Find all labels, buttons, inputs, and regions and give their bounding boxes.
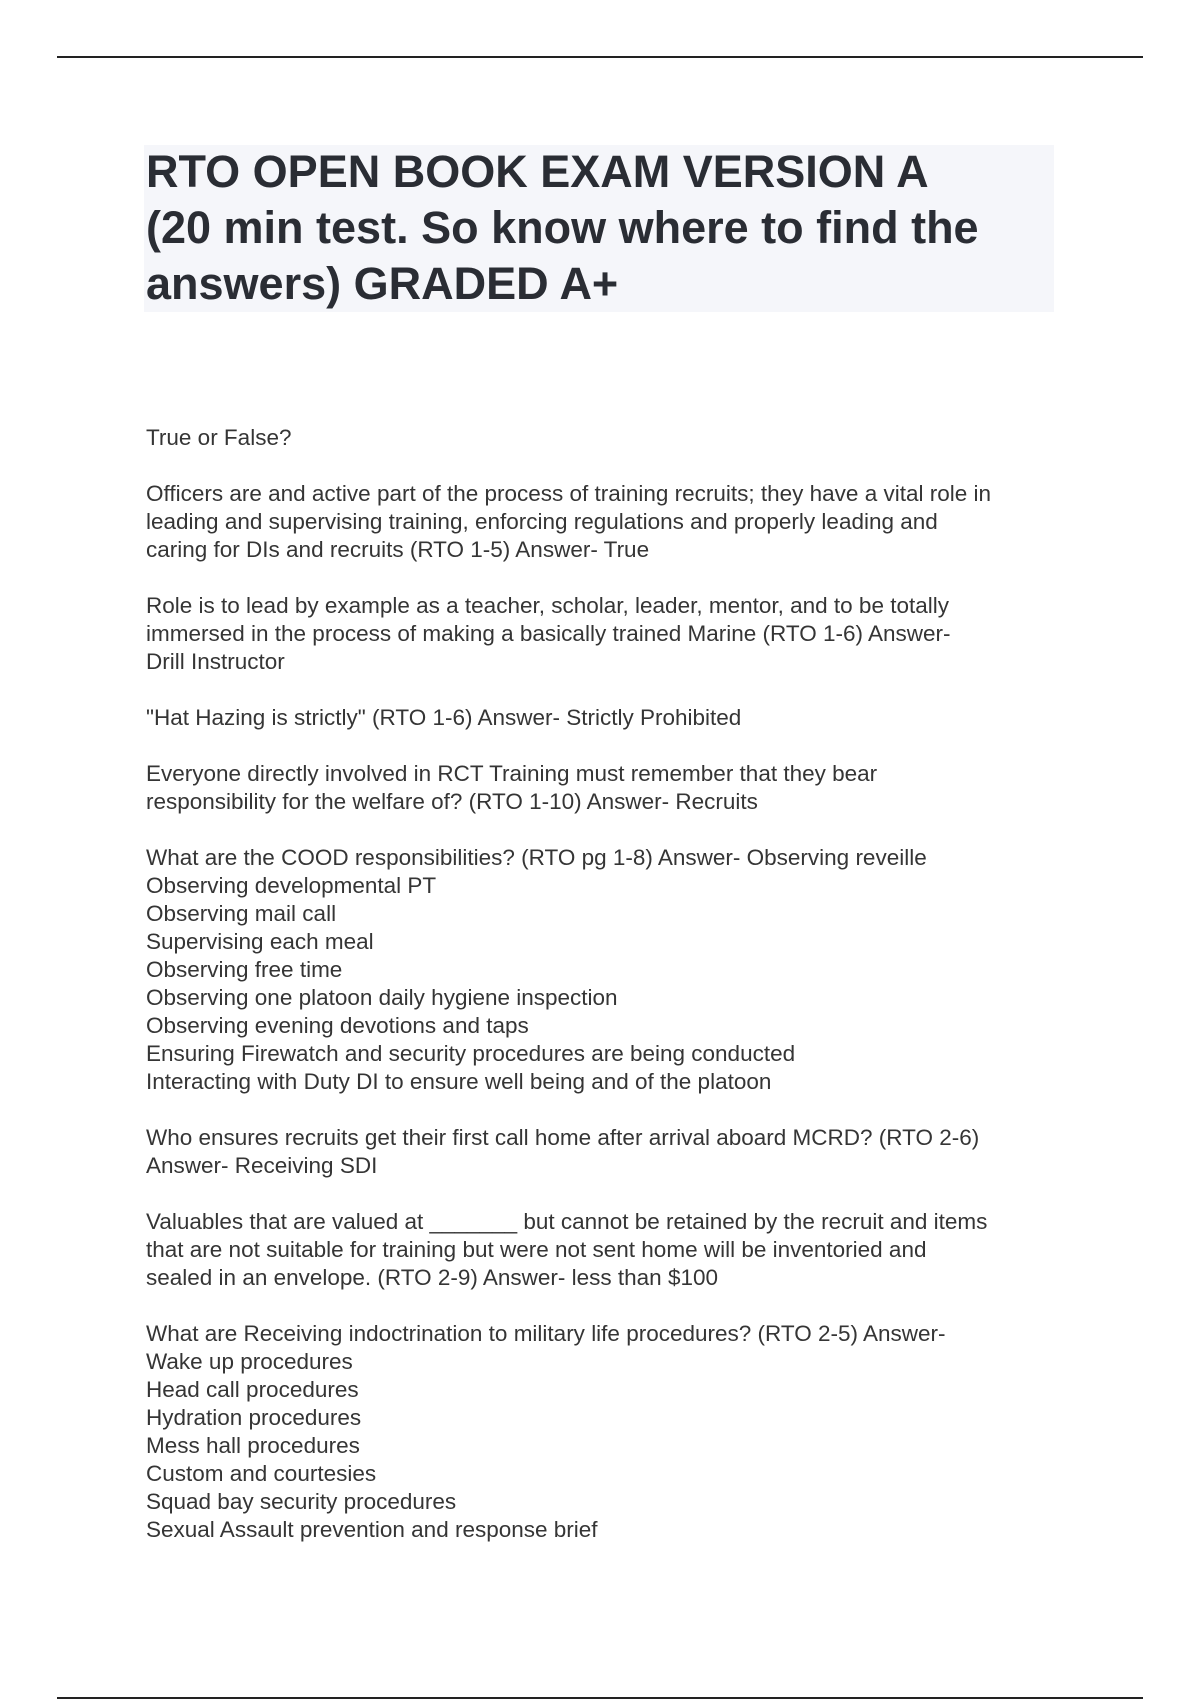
page-title	[146, 144, 1046, 312]
top-rule	[57, 56, 1143, 58]
question-paragraph	[146, 760, 1066, 816]
title-line: answers) GRADED A+	[146, 258, 619, 309]
text-line: Observing mail call	[146, 901, 337, 926]
text-line: Head call procedures	[146, 1377, 359, 1402]
question-paragraph	[146, 844, 1066, 1096]
text-line: immersed in the process of making a basically trained Marine (RTO 1-6) Answer-	[146, 621, 951, 646]
text-line: Squad bay security procedures	[146, 1489, 457, 1514]
title-line: (20 min test. So know where to find the	[146, 202, 979, 253]
question-paragraph	[146, 1320, 1066, 1544]
text-line: Custom and courtesies	[146, 1461, 377, 1486]
text-line: Ensuring Firewatch and security procedures are being conducted	[146, 1041, 796, 1066]
text-line: Hydration procedures	[146, 1405, 362, 1430]
text-line: responsibility for the welfare of? (RTO 1-10) Answer- Recruits	[146, 789, 758, 814]
text-line: Supervising each meal	[146, 929, 374, 954]
document-body	[146, 424, 1066, 1572]
text-line: Role is to lead by example as a teacher, scholar, leader, mentor, and to be totally	[146, 593, 949, 618]
text-line: Interacting with Duty DI to ensure well being and of the platoon	[146, 1069, 772, 1094]
text-line: "Hat Hazing is strictly" (RTO 1-6) Answer- Strictly Prohibited	[146, 705, 742, 730]
text-line: Everyone directly involved in RCT Training must remember that they bear	[146, 761, 878, 786]
text-line: Who ensures recruits get their first call home after arrival aboard MCRD? (RTO 2-6)	[146, 1125, 980, 1150]
text-line: Mess hall procedures	[146, 1433, 360, 1458]
question-paragraph	[146, 1208, 1066, 1292]
text-line: What are Receiving indoctrination to military life procedures? (RTO 2-5) Answer-	[146, 1321, 946, 1346]
text-line: Observing evening devotions and taps	[146, 1013, 529, 1038]
text-line: Wake up procedures	[146, 1349, 353, 1374]
title-line: RTO OPEN BOOK EXAM VERSION A	[146, 146, 929, 197]
text-line: that are not suitable for training but were not sent home will be inventoried and	[146, 1237, 927, 1262]
text-line: Sexual Assault prevention and response brief	[146, 1517, 598, 1542]
text-line: True or False?	[146, 425, 292, 450]
text-line: leading and supervising training, enforcing regulations and properly leading and	[146, 509, 938, 534]
text-line: Answer- Receiving SDI	[146, 1153, 378, 1178]
question-paragraph	[146, 704, 1066, 732]
text-line: Officers are and active part of the process of training recruits; they have a vital role in	[146, 481, 992, 506]
text-line: Valuables that are valued at _______ but cannot be retained by the recruit and items	[146, 1209, 988, 1234]
question-paragraph	[146, 592, 1066, 676]
text-line: Drill Instructor	[146, 649, 285, 674]
text-line: Observing developmental PT	[146, 873, 437, 898]
question-paragraph	[146, 1124, 1066, 1180]
question-paragraph	[146, 424, 1066, 452]
question-paragraph	[146, 480, 1066, 564]
text-line: What are the COOD responsibilities? (RTO pg 1-8) Answer- Observing reveille	[146, 845, 927, 870]
text-line: caring for DIs and recruits (RTO 1-5) Answer- True	[146, 537, 650, 562]
text-line: sealed in an envelope. (RTO 2-9) Answer- less than $100	[146, 1265, 719, 1290]
bottom-rule	[57, 1697, 1143, 1699]
text-line: Observing free time	[146, 957, 343, 982]
text-line: Observing one platoon daily hygiene inspection	[146, 985, 618, 1010]
